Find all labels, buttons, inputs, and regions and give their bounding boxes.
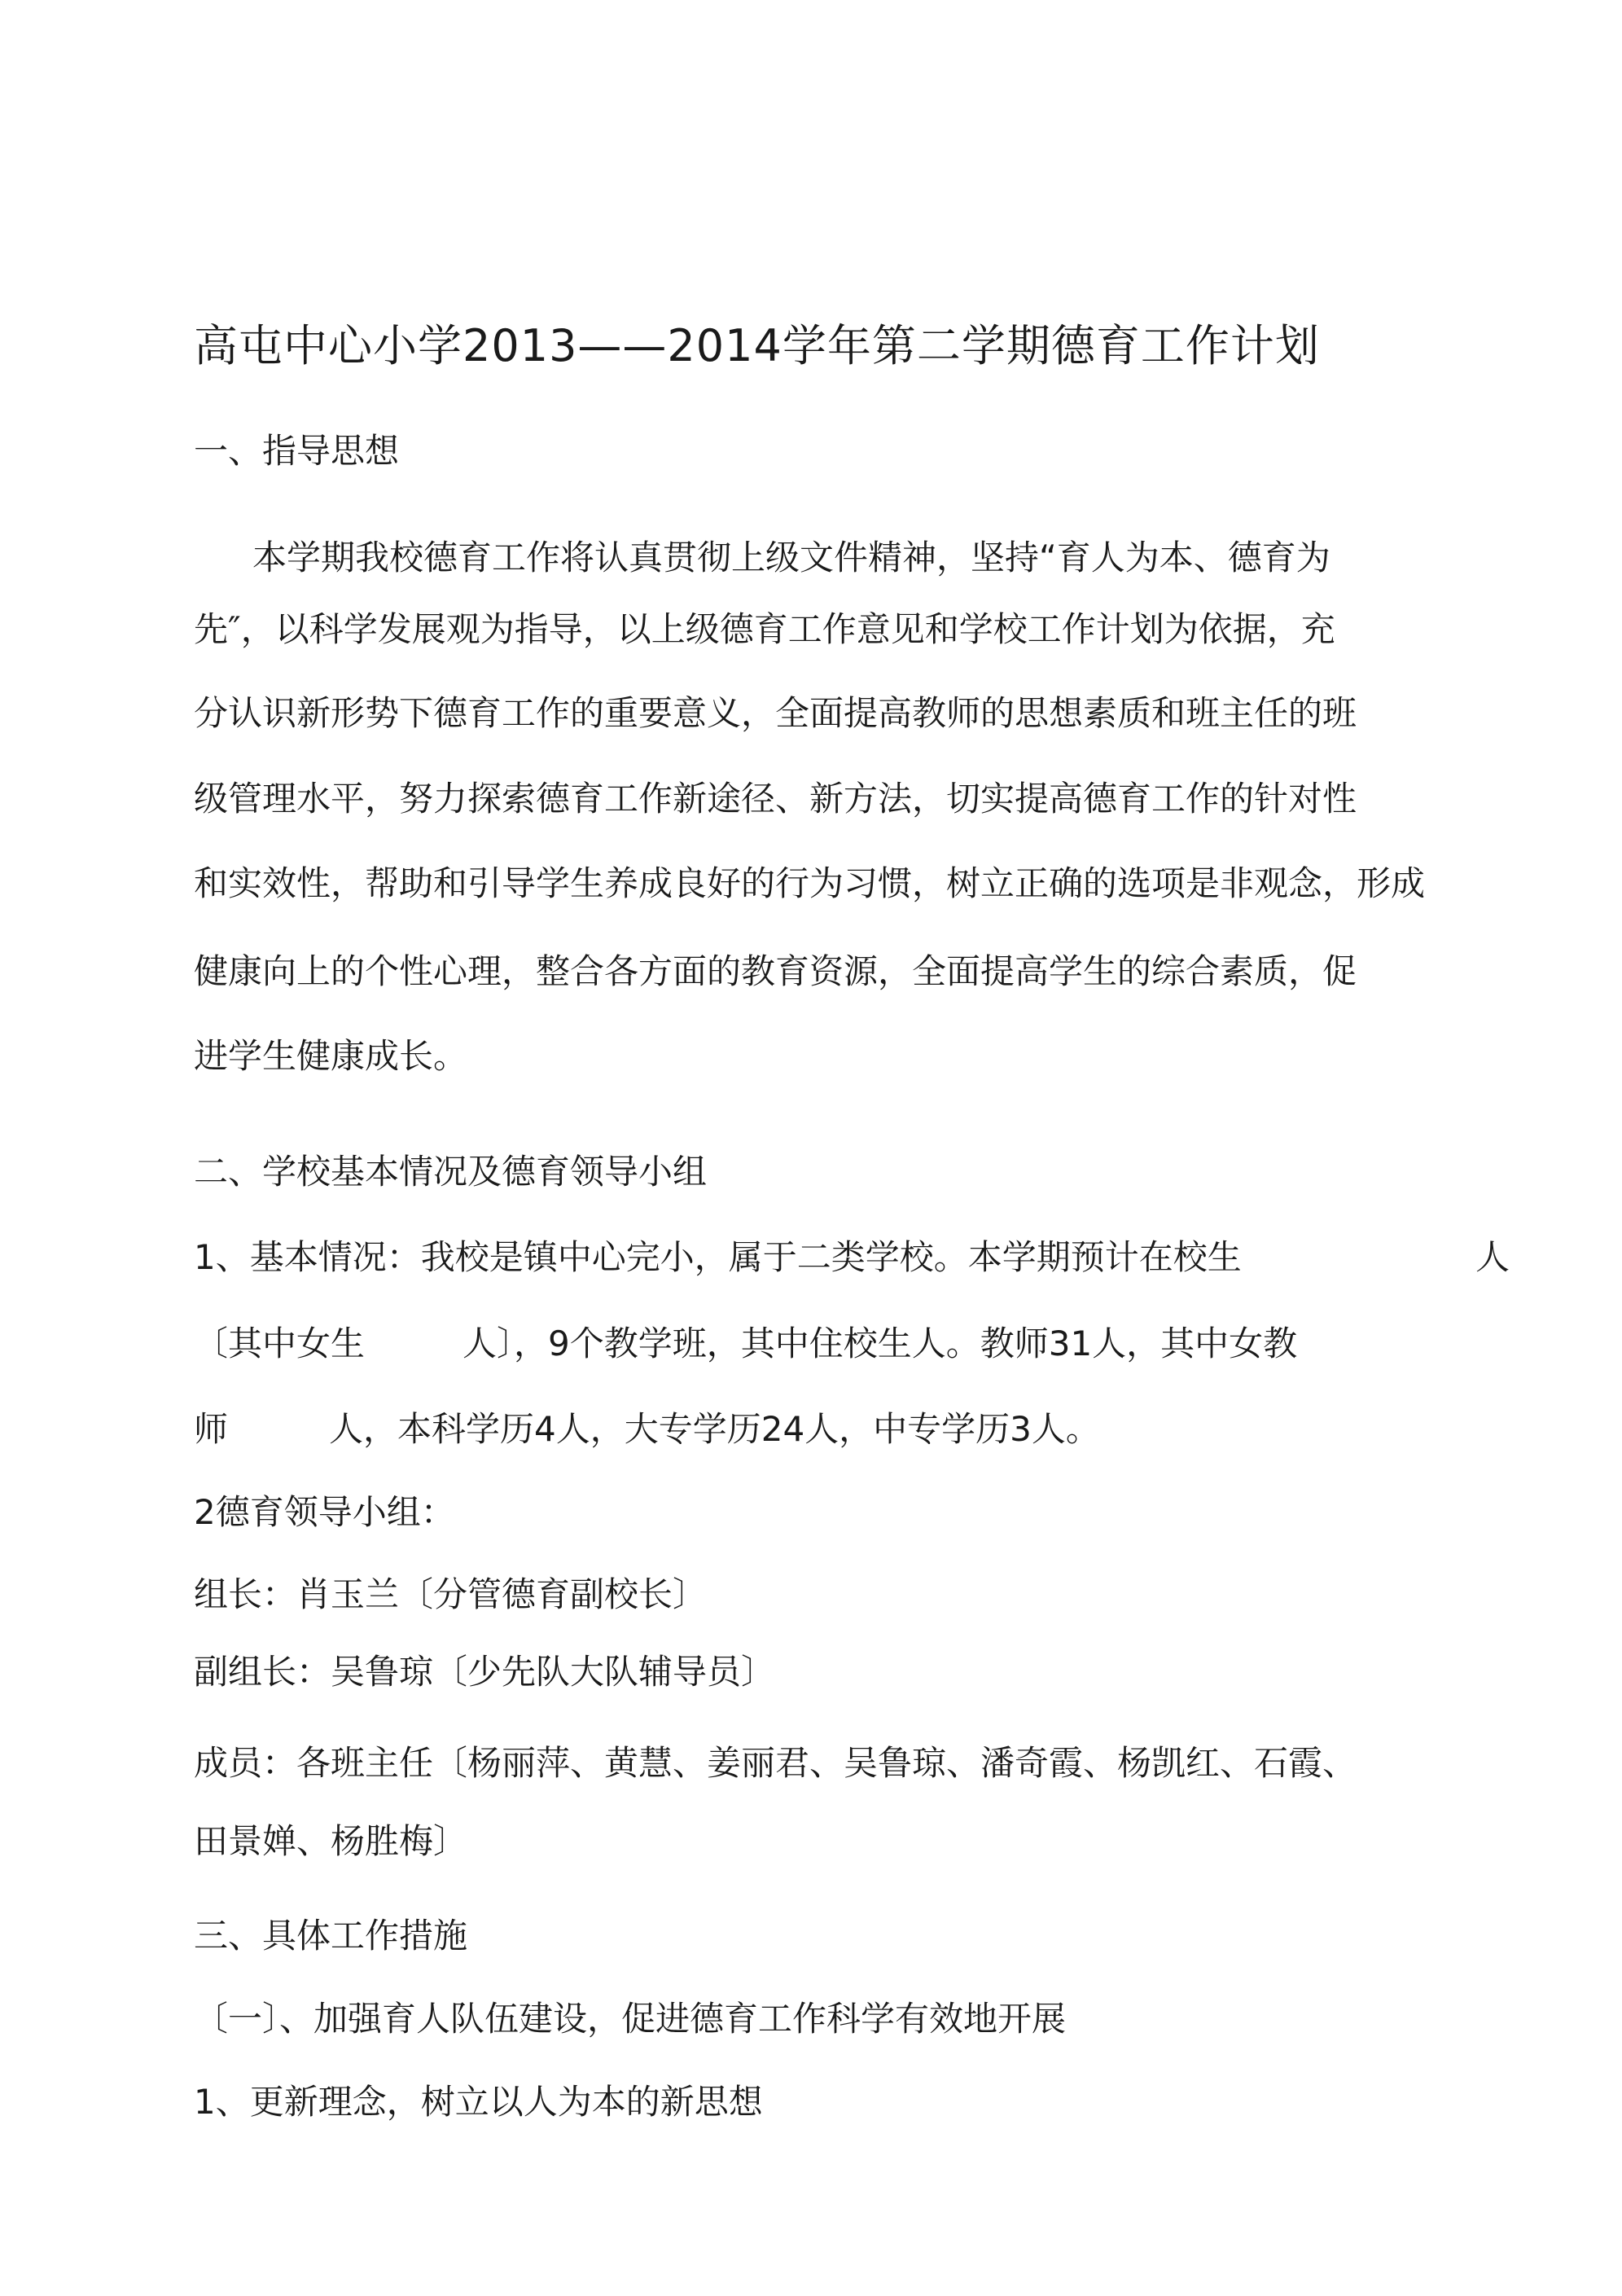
basic-info-line3-end: 人，本科学历4人，大专学历24人，中专学历3人。 (329, 1409, 1100, 1449)
leader-line: 组长：肖玉兰〔分管德育副校长〕 (194, 1574, 708, 1614)
basic-info-line1-end: 人 (1475, 1237, 1510, 1277)
basic-info-line1: 1、基本情况：我校是镇中心完小，属于二类学校。本学期预计在校生 (194, 1237, 1242, 1277)
section2-heading: 二、学校基本情况及德育领导小组 (194, 1152, 708, 1192)
basic-info-line2-start: 〔其中女生 (194, 1324, 366, 1363)
paragraph-line: 本学期我校德育工作将认真贯彻上级文件精神，坚持“育人为本、德育为 (252, 538, 1330, 577)
paragraph-line: 和实效性，帮助和引导学生养成良好的行为习惯，树立正确的选项是非观念，形成 (194, 863, 1426, 903)
members-line: 成员：各班主任〔杨丽萍、黄慧、姜丽君、吴鲁琼、潘奇霞、杨凯红、石霞、 (194, 1743, 1357, 1783)
members-line: 田景婵、杨胜梅〕 (194, 1821, 468, 1861)
basic-info-line2-end: 人〕，9个教学班，其中住校生人。教师31人，其中女教 (462, 1324, 1298, 1363)
vice-leader-line: 副组长：吴鲁琼〔少先队大队辅导员〕 (194, 1652, 776, 1692)
basic-info-line3-start: 师 (194, 1409, 229, 1449)
paragraph-line: 健康向上的个性心理，整合各方面的教育资源，全面提高学生的综合素质，促 (194, 951, 1357, 991)
section3-heading: 三、具体工作措施 (194, 1916, 468, 1956)
paragraph-line: 进学生健康成长。 (194, 1036, 468, 1076)
leadership-heading: 2德育领导小组： (194, 1492, 455, 1532)
item-heading: 1、更新理念，树立以人为本的新思想 (194, 2082, 763, 2122)
paragraph-line: 先″，以科学发展观为指导，以上级德育工作意见和学校工作计划为依据，充 (194, 609, 1335, 649)
paragraph-line: 级管理水平，努力探索德育工作新途径、新方法，切实提高德育工作的针对性 (194, 779, 1357, 819)
section1-heading: 一、指导思想 (194, 431, 400, 471)
paragraph-line: 分认识新形势下德育工作的重要意义，全面提高教师的思想素质和班主任的班 (194, 693, 1357, 733)
document-title: 高屯中心小学2013——2014学年第二学期德育工作计划 (194, 320, 1320, 371)
subsection-heading: 〔一〕、加强育人队伍建设，促进德育工作科学有效地开展 (194, 1999, 1067, 2039)
